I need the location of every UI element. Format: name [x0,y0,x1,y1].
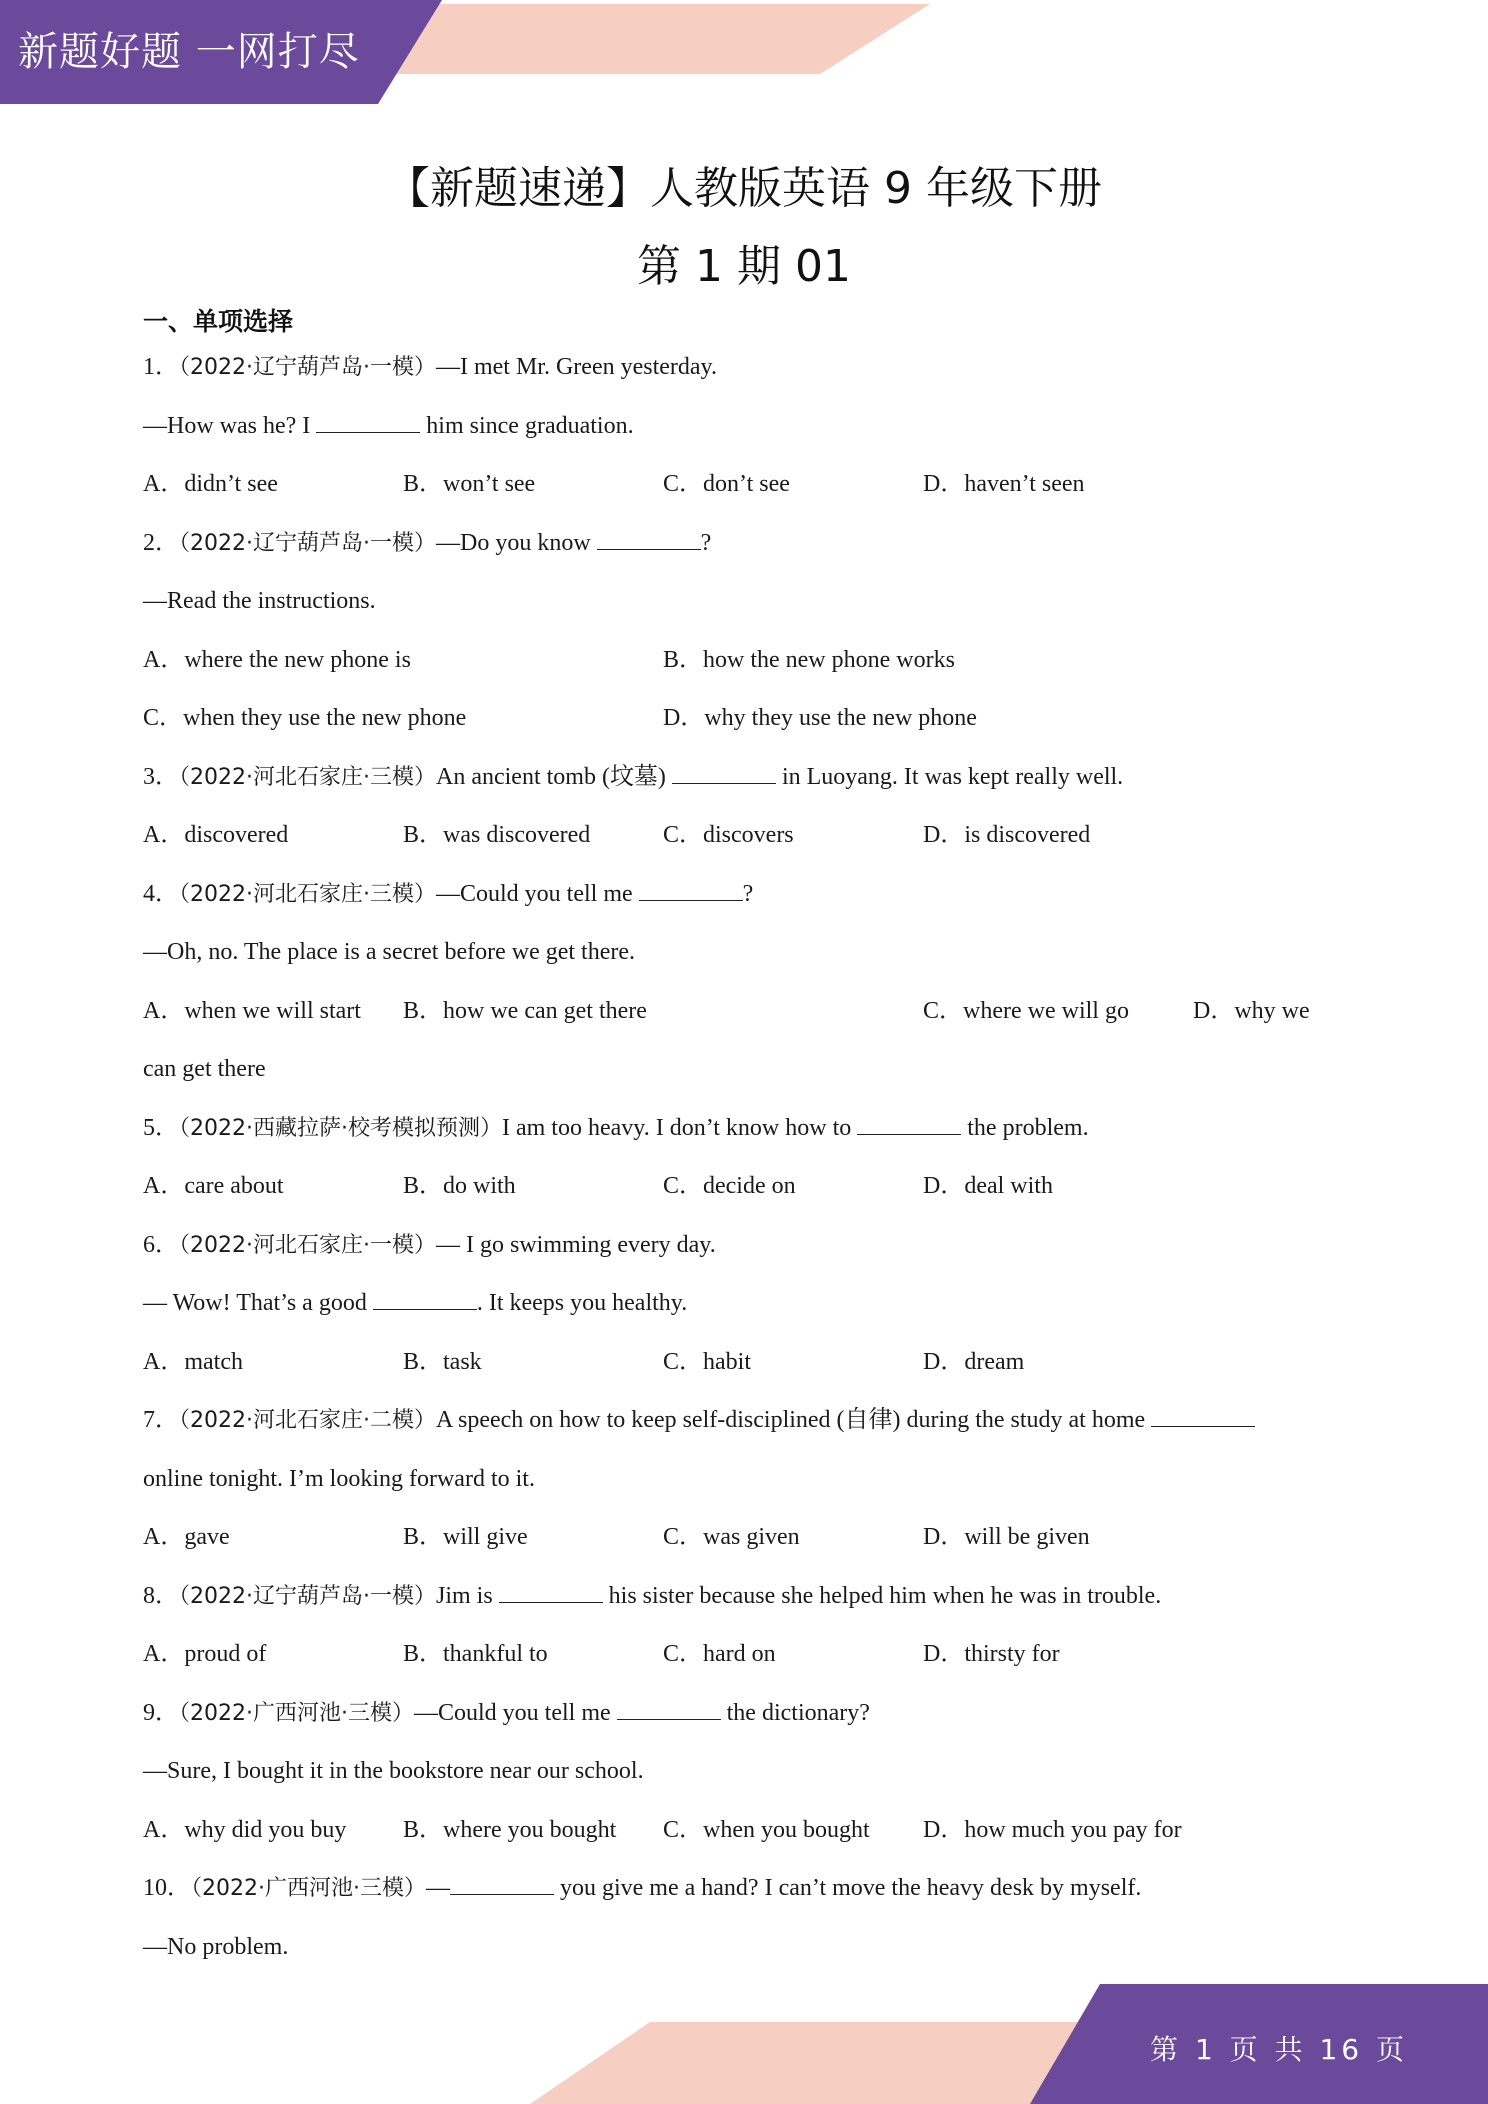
question-text: —Could you tell me [413,1699,617,1726]
question-list [143,342,1363,1980]
question-3-options [143,810,1363,869]
option-b: B．do with [403,1173,516,1199]
answer-blank [672,759,776,784]
question-text: — I go swimming every day. [435,1231,716,1258]
question-9-options [143,1805,1363,1864]
option-c: C．where we will go [923,997,1129,1024]
answer-blank [1151,1402,1255,1427]
option-c: C．decide on [663,1173,796,1199]
answer-blank [617,1695,721,1720]
answer-blank [316,408,420,433]
answer-blank [597,525,701,550]
question-text: —I met Mr. Green yesterday. [435,354,717,380]
question-number: 6． [143,1231,179,1258]
question-10-stem [143,1863,1363,1922]
header-banner [0,0,1488,110]
question-5-stem [143,1103,1363,1162]
question-number: 5． [143,1114,179,1141]
document-title: 【新题速递】人教版英语 9 年级下册 [386,163,1102,214]
option-a: A．care about [143,1173,284,1199]
question-2-options-row1 [143,635,1363,694]
section-heading: 一、单项选择 [143,307,294,336]
option-b: B．task [403,1348,482,1375]
question-6-options [143,1337,1363,1396]
option-d: D．why they use the new phone [663,705,977,731]
answer-blank [499,1578,603,1603]
answer-blank [373,1285,477,1310]
question-2-stem [143,518,1363,577]
question-source: （2022·西藏拉萨·校考模拟预测） [179,1115,502,1141]
question-text: the problem. [961,1114,1089,1141]
option-c: C．when you bought [663,1816,870,1843]
question-text: ? [742,880,754,907]
question-8-options [143,1629,1363,1688]
question-text: the dictionary? [720,1699,870,1726]
question-number: 9． [143,1699,179,1726]
option-d: D．is discovered [923,822,1091,848]
option-a: A．discovered [143,822,289,848]
question-number: 2． [143,529,179,556]
option-a: A．didn’t see [143,471,278,497]
question-9-stem [143,1688,1363,1747]
question-7-stem [143,1395,1363,1454]
question-number: 7． [143,1407,179,1433]
option-d: D．will be given [923,1524,1090,1550]
question-1-stem [143,342,1363,401]
document-subtitle: 第 1 期 01 [637,241,851,292]
question-number: 10． [143,1875,191,1901]
question-text: Jim is [435,1582,499,1609]
question-4-stem [143,869,1363,928]
question-text: A speech on how to keep self-disciplined (自律) during the study at home [435,1407,1152,1433]
question-5-options [143,1161,1363,1220]
question-text: An ancient tomb (坟墓) [435,763,672,790]
question-7-continuation: online tonight. I’m looking forward to it. [143,1465,535,1492]
question-1-reply [143,401,1363,460]
option-c: C．when they use the new phone [143,705,467,731]
question-4-options [143,986,1363,1045]
question-text: — [425,1875,450,1901]
question-6-reply [143,1278,1363,1337]
answer-blank [450,1870,554,1895]
option-b: B．will give [403,1524,528,1550]
question-text: —Do you know [435,529,597,556]
option-d: D．how much you pay for [923,1816,1182,1843]
option-d: D．thirsty for [923,1641,1060,1667]
question-text: in Luoyang. It was kept really well. [775,763,1124,790]
question-text: — Wow! That’s a good [143,1290,373,1316]
option-a: A．match [143,1348,243,1375]
question-source: （2022·河北石家庄·三模） [179,764,436,790]
option-b: B．won’t see [403,471,536,497]
question-source: （2022·广西河池·三模） [179,1700,414,1726]
option-c: C．habit [663,1348,751,1375]
option-a: A．where the new phone is [143,646,411,673]
question-source: （2022·河北石家庄·三模） [179,881,436,907]
question-6-stem [143,1220,1363,1279]
option-c: C．was given [663,1524,800,1550]
question-source: （2022·河北石家庄·一模） [179,1232,436,1258]
question-8-stem [143,1571,1363,1630]
question-9-reply: —Sure, I bought it in the bookstore near our school. [143,1758,644,1784]
question-text: I am too heavy. I don’t know how to [501,1114,858,1141]
question-number: 8． [143,1582,179,1609]
question-2-reply: —Read the instructions. [143,588,376,614]
option-a: A．why did you buy [143,1816,347,1843]
answer-blank [639,876,743,901]
option-b: B．was discovered [403,822,591,848]
option-a: A．gave [143,1524,230,1550]
option-b: B．how we can get there [403,997,647,1024]
option-d: D．haven’t seen [923,471,1085,497]
question-source: （2022·河北石家庄·二模） [179,1408,436,1433]
question-text: him since graduation. [420,412,634,439]
question-1-options [143,459,1363,518]
option-c: C．discovers [663,822,794,848]
option-d: D．deal with [923,1173,1053,1199]
question-source: （2022·辽宁葫芦岛·一模） [179,355,436,380]
question-7-options [143,1512,1363,1571]
option-b: B．how the new phone works [663,646,955,673]
question-10-reply: —No problem. [143,1933,289,1960]
question-text: —Could you tell me [435,880,639,907]
question-number: 3． [143,763,179,790]
option-d: D．why we [1193,997,1310,1024]
question-text: you give me a hand? I can’t move the heavy desk by myself. [553,1875,1142,1901]
option-a: A．proud of [143,1641,267,1667]
question-number: 1． [143,354,179,380]
option-b: B．thankful to [403,1641,548,1667]
option-c: C．hard on [663,1641,776,1667]
option-b: B．where you bought [403,1816,617,1843]
answer-blank [857,1110,961,1135]
footer-peach-band [530,2022,1080,2104]
option-d: D．dream [923,1348,1025,1375]
question-text: . It keeps you healthy. [476,1290,688,1316]
question-3-stem [143,752,1363,811]
question-4-reply: —Oh, no. The place is a secret before we get there. [143,939,636,965]
question-text: ? [700,529,712,556]
option-c: C．don’t see [663,471,790,497]
question-2-options-row2 [143,693,1363,752]
question-source: （2022·辽宁葫芦岛·一模） [179,530,436,556]
question-number: 4． [143,880,179,907]
question-source: （2022·辽宁葫芦岛·一模） [179,1583,436,1609]
question-4-option-wrap: can get there [143,1056,266,1082]
question-source: （2022·广西河池·三模） [191,1876,426,1901]
option-a: A．when we will start [143,997,361,1024]
header-banner-text: 新题好题 一网打尽 [18,29,360,75]
question-text: —How was he? I [143,412,317,439]
page-number: 第 1 页 共 16 页 [1150,2033,1408,2066]
question-text: his sister because she helped him when he was in trouble. [602,1582,1162,1609]
